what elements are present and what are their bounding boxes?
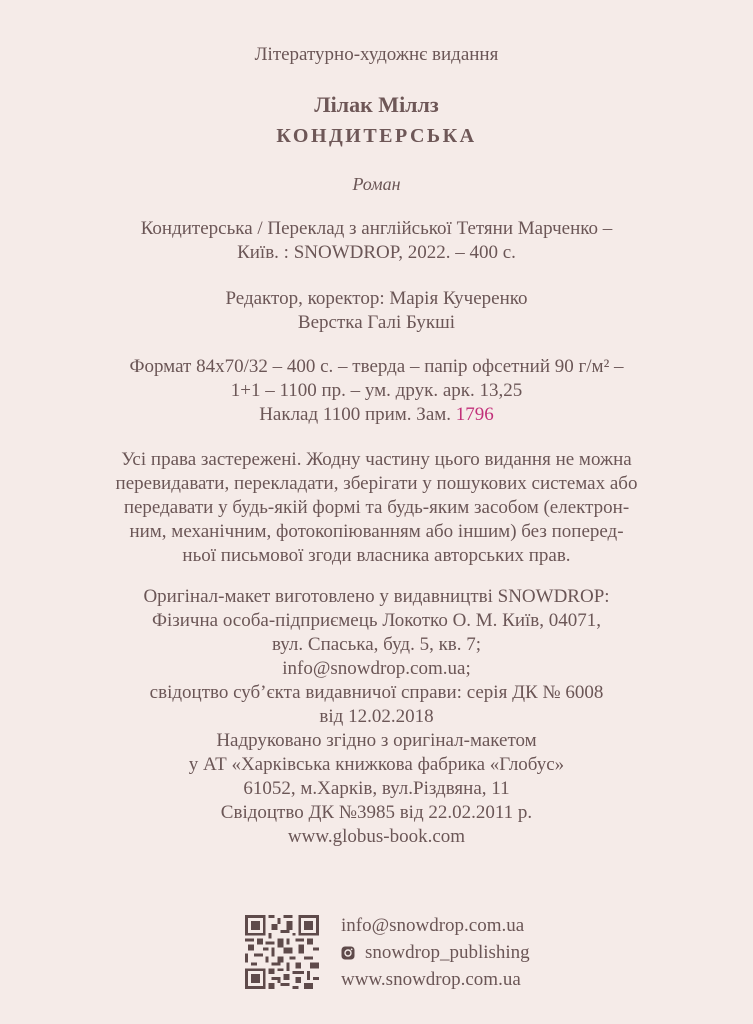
bibliography-line: Київ. : SNOWDROP, 2022. – 400 с. — [237, 242, 516, 263]
instagram-icon — [341, 946, 355, 960]
footer-website[interactable] — [341, 966, 530, 993]
format-info — [0, 355, 753, 427]
footer-email-text: info@snowdrop.com.ua — [341, 915, 525, 936]
printer-line: 61052, м.Харків, вул.Різдвяна, 11 — [243, 778, 510, 799]
book-title: КОНДИТЕРСЬКА — [276, 125, 477, 147]
edition-type: Літературно-художнє видання — [254, 44, 499, 65]
publisher-line: від 12.02.2018 — [319, 706, 434, 727]
publisher-line: Оригінал-макет виготовлено у видавництві SNOWDROP: — [143, 586, 610, 607]
printer-line: Свідоцтво ДК №3985 від 22.02.2011 р. — [220, 802, 533, 823]
rights-line: ним, механічним, фотокопіюванням або іншим) без поперед- — [129, 521, 624, 542]
contacts-footer — [245, 912, 665, 992]
publisher-line: Фізична особа-підприємець Локотко О. М. Київ, 04071, — [151, 610, 602, 631]
printer-line: Надруковано згідно з оригінал-макетом — [216, 730, 537, 751]
editor-credit: Редактор, коректор: Марія Кучеренко — [225, 288, 528, 309]
rights-notice — [0, 448, 753, 568]
footer-email[interactable] — [341, 912, 530, 939]
rights-line: Усі права застережені. Жодну частину цього видання не можна — [121, 449, 632, 470]
bibliography-line: Кондитерська / Переклад з англійської Тетяни Марченко – — [140, 218, 613, 239]
qr-code-icon — [245, 915, 319, 989]
rights-line: перевидавати, перекладати, зберігати у пошукових системах або — [115, 473, 638, 494]
footer-website-text: www.snowdrop.com.ua — [341, 969, 521, 990]
layout-credit: Верстка Галі Букші — [297, 312, 456, 333]
genre: Роман — [352, 174, 401, 194]
publisher-email: info@snowdrop.com.ua; — [282, 658, 471, 679]
bibliographic-record — [0, 217, 753, 265]
contact-list — [341, 912, 530, 993]
print-run-line — [0, 403, 753, 427]
order-number: 1796 — [455, 404, 494, 425]
rights-line: передавати у будь-якій формі та будь-яким засобом (електрон- — [123, 497, 630, 518]
footer-instagram-text: snowdrop_publishing — [365, 942, 530, 963]
rights-line: ньої письмової згоди власника авторських прав. — [182, 545, 571, 566]
publisher-line: свідоцтво суб’єкта видавничої справи: серія ДК № 6008 — [149, 682, 604, 703]
author-name: Лілак Міллз — [314, 92, 439, 117]
printer-line: у АТ «Харківська книжкова фабрика «Глобус» — [188, 754, 565, 775]
publisher-info — [0, 585, 753, 849]
publisher-line: вул. Спаська, буд. 5, кв. 7; — [271, 634, 482, 655]
format-line: Формат 84х70/32 – 400 с. – тверда – папір офсетний 90 г/м² – — [129, 356, 624, 377]
footer-instagram[interactable] — [341, 939, 530, 966]
credits — [0, 287, 753, 335]
print-run-text: Наклад 1100 прим. Зам. — [259, 404, 456, 425]
format-line: 1+1 – 1100 пр. – ум. друк. арк. 13,25 — [230, 380, 523, 401]
printer-website: www.globus-book.com — [287, 826, 466, 847]
